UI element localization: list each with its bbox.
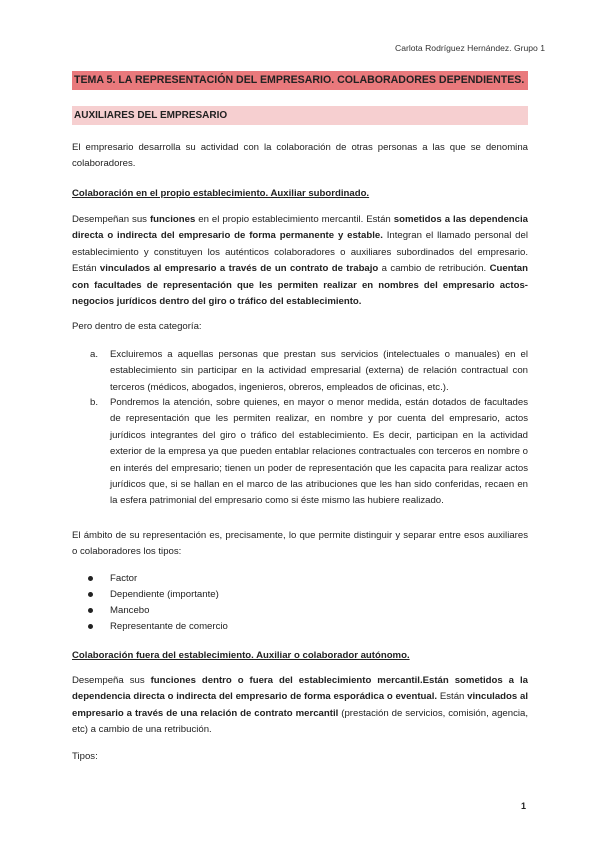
text-run: Desempeña sus — [72, 675, 151, 686]
bullet-item: Representante de comercio — [110, 621, 228, 632]
list-marker: a. — [90, 349, 99, 360]
bullet-item: Mancebo — [110, 605, 150, 616]
bold-run: vinculados al empresario a través de un contrato de trabajo — [99, 263, 379, 275]
paragraph-category: Pero dentro de esta categoría: — [72, 321, 202, 332]
bullet-icon — [88, 592, 93, 597]
text-run: (prestación de servicios, comisión, agencia, etc) a cambio de una retribución. — [72, 707, 528, 736]
paragraph-scope: El ámbito de su representación es, precisamente, lo que permite distinguir y separar entre esos auxiliares o colaboradores los tipos: — [72, 530, 528, 558]
bullet-icon — [88, 576, 93, 581]
intro-paragraph: El empresario desarrolla su actividad con la colaboración de otras personas a las que se denomina colaboradores. — [72, 142, 528, 170]
list-item: Excluiremos a aquellas personas que prestan sus servicios (intelectuales o manuales) en el establecimiento sin participar en la actividad empresarial (externa) de relación contractual con terceros (médicos, abogados, ingenieros, obreros, empleados de oficinas, etc.). — [110, 349, 528, 393]
text-run: Están — [437, 691, 468, 703]
paragraph-subordinate-functions — [72, 212, 528, 310]
bold-run: sometidos a las dependencia directa o indirecta del empresario de forma permanente y estable. — [72, 214, 528, 242]
section-title: AUXILIARES DEL EMPRESARIO — [72, 106, 528, 125]
list-item: Pondremos la atención, sobre quienes, en mayor o menor medida, están dotados de facultades de representación que les permiten realizar, en nombre y por cuenta del empresario, actos jurídicos integrantes del giro o tráfico del establecimiento. Es decir, participan en la actividad exterior de la empresa ya que pueden entablar relaciones contractuales con terceros en nombre o en interés del empresario; tienen un poder de representación que les capacita para realizar actos jurídicos que, si se hallan en el marco de las atribuciones que les han sido conferidas, recaen en la esfera patrimonial del empresario como si éste mismo las hubiere realizado. — [110, 397, 528, 507]
bold-run: vinculados al empresario a través de una relación de contrato mercantil — [72, 691, 528, 719]
bold-run: Cuentan con facultades de representación que les permiten realizar en nombres del empresario actos-negocios jurídicos dentro del giro o tráfico del establecimiento. — [72, 263, 528, 308]
list-marker: b. — [90, 397, 99, 408]
bold-run: funciones dentro o fuera del establecimiento mercantil.Están sometidos a la dependencia directa o indirecta del empresario de forma esporádica o eventual. — [72, 675, 528, 703]
text-run: Desempeñan sus — [72, 214, 150, 225]
bullet-item: Dependiente (importante) — [110, 589, 219, 600]
text-run: Integran el llamado personal del establecimiento y constituyen los auténticos colaboradores o auxiliares subordinados del empresario. Están — [72, 230, 528, 275]
bold-run: funciones — [149, 214, 196, 225]
subheading-subordinate: Colaboración en el propio establecimiento. Auxiliar subordinado. — [72, 188, 370, 199]
paragraph-types: Tipos: — [72, 751, 98, 762]
page-number: 1 — [520, 801, 526, 811]
bullet-icon — [88, 624, 93, 629]
bullet-item: Factor — [110, 573, 138, 584]
text-run: en el propio establecimiento mercantil. Están — [195, 214, 394, 225]
page-header: Carlota Rodríguez Hernández. Grupo 1 — [395, 43, 545, 53]
subheading-autonomous: Colaboración fuera del establecimiento. Auxiliar o colaborador autónomo. — [72, 650, 410, 661]
paragraph-autonomous-functions — [72, 673, 528, 739]
text-run: a cambio de retribución. — [378, 263, 490, 275]
chapter-title: TEMA 5. LA REPRESENTACIÓN DEL EMPRESARIO. COLABORADORES DEPENDIENTES. — [72, 71, 528, 90]
bullet-icon — [88, 608, 93, 613]
